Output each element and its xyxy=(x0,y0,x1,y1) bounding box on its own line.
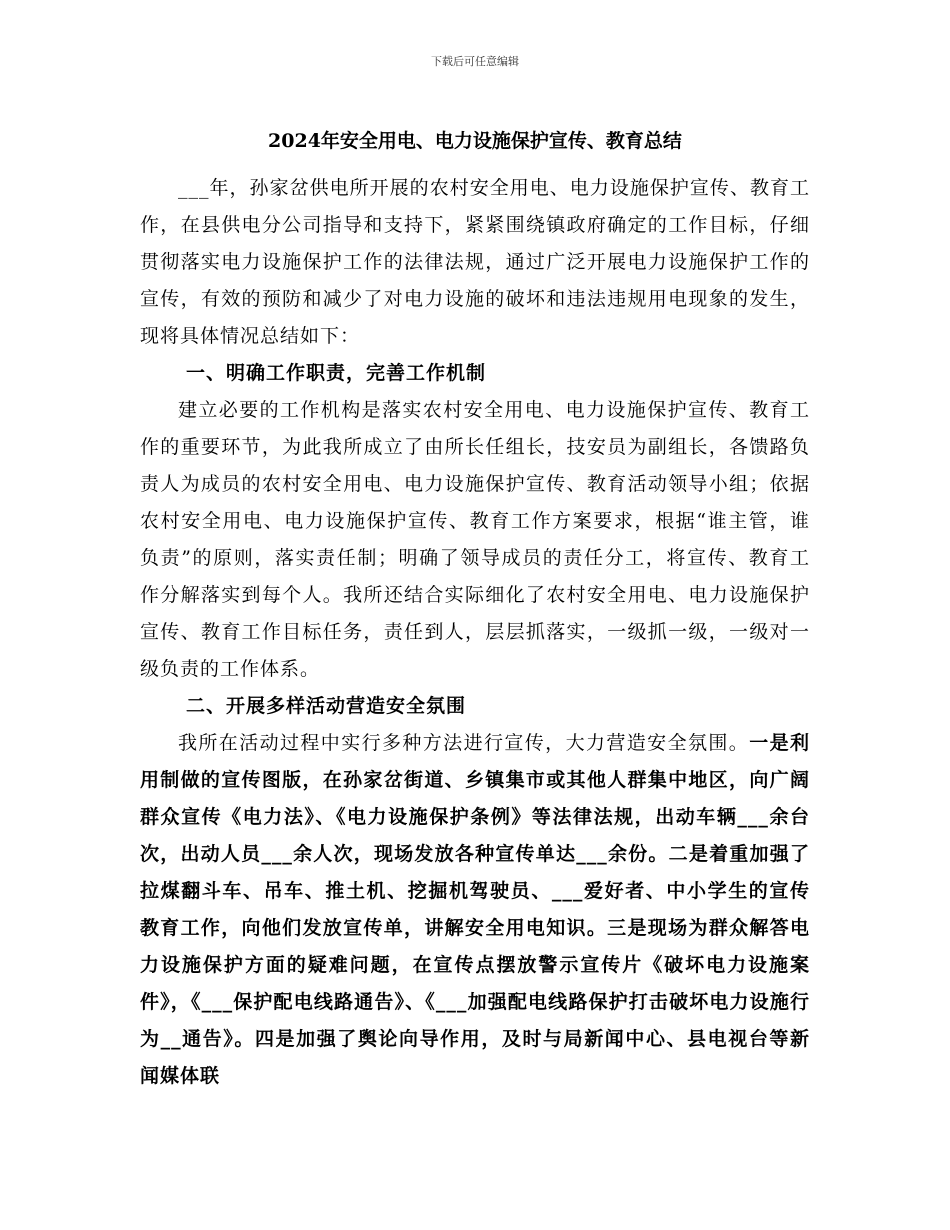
section-2-heading: 二、开展多样活动营造安全氛围 xyxy=(186,695,467,717)
section-1-heading: 一、明确工作职责，完善工作机制 xyxy=(186,362,487,384)
page-header-note: 下载后可任意编辑 xyxy=(431,55,519,68)
document-body xyxy=(140,170,810,1095)
section-2-paragraph xyxy=(140,725,810,1095)
section-1-paragraph: 建立必要的工作机构是落实农村安全用电、电力设施保护宣传、教育工作的重要环节，为此我所成立了由所长任组长，技安员为副组长，各馈路负责人为成员的农村安全用电、电力设施保护宣传、教育活动领导小组；依据农村安全用电、电力设施保护宣传、教育工作方案要求，根据“谁主管，谁负责”的原则，落实责任制；明确了领导成员的责任分工，将宣传、教育工作分解落实到每个人。我所还结合实际细化了农村安全用电、电力设施保护宣传、教育工作目标任务，责任到人，层层抓落实，一级抓一级，一级对一级负责的工作体系。 xyxy=(140,399,810,680)
document-title: 2024年安全用电、电力设施保护宣传、教育总结 xyxy=(268,130,682,152)
intro-paragraph: ___年，孙家岔供电所开展的农村安全用电、电力设施保护宣传、教育工作，在县供电分公司指导和支持下，紧紧围绕镇政府确定的工作目标，仔细贯彻落实电力设施保护工作的法律法规，通过广泛开展电力设施保护工作的宣传，有效的预防和减少了对电力设施的破坏和违法违规用电现象的发生，现将具体情况总结如下： xyxy=(140,177,810,347)
section-2-bold-text: 一是利用制做的宣传图版，在孙家岔街道、乡镇集市或其他人群集中地区，向广阔群众宣传《电力法》、《电力设施保护条例》等法律法规，出动车辆___余台次，出动人员___余人次，现场发放各种宣传单达___余份。二是着重加强了拉煤翻斗车、吊车、推土机、挖掘机驾驶员、___爱好者、中小学生的宣传教育工作，向他们发放宣传单，讲解安全用电知识。三是现场为群众解答电力设施保护方面的疑难问题，在宣传点摆放警示宣传片《破坏电力设施案件》，《___保护配电线路通告》、《___加强配电线路保护打击破坏电力设施行为__通告》。四是加强了舆论向导作用，及时与局新闻中心、县电视台等新闻媒体联 xyxy=(140,732,810,1087)
section-2-lead: 我所在活动过程中实行多种方法进行宣传，大力营造安全氛围。 xyxy=(178,732,750,754)
